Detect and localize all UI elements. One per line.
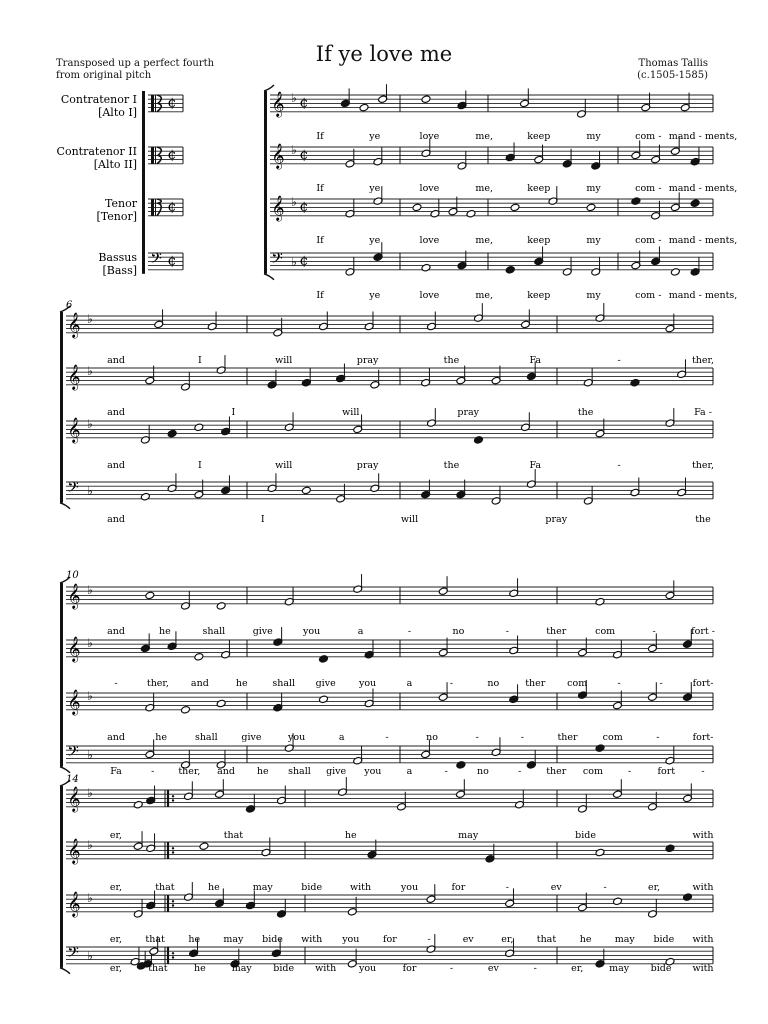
- lyric-syllable: com: [582, 766, 603, 777]
- staff-note: [456, 761, 466, 770]
- lyric-syllable: he: [188, 934, 201, 945]
- lyric-syllable: bide: [262, 934, 283, 945]
- lyric-syllable: ther,: [691, 460, 715, 471]
- lyric-syllable: with: [692, 830, 714, 841]
- lyric-syllable: Fa: [529, 460, 542, 471]
- staff-3: [66, 408, 714, 471]
- staff-note: [421, 95, 431, 104]
- lyric-syllable: -: [617, 355, 621, 366]
- staff-note: [194, 653, 204, 662]
- lyric-syllable: mand - ments,: [668, 183, 738, 194]
- lyric-syllable: keep: [527, 290, 551, 301]
- staff-note: [690, 199, 700, 208]
- piece-title: If ye love me: [315, 42, 453, 66]
- composer-name: Thomas Tallis: [638, 58, 708, 69]
- lyric-syllable: you: [400, 882, 419, 893]
- staff-note: [665, 844, 675, 853]
- prefatory-time-signature: ¢: [167, 147, 177, 163]
- staff-note: [140, 492, 150, 501]
- staff-note: [595, 597, 605, 606]
- lyric-syllable: com -: [635, 131, 662, 142]
- lyric-syllable: my: [586, 235, 601, 246]
- lyric-syllable: bide: [273, 963, 295, 974]
- prefatory-staff-c-clef-bar: [151, 95, 154, 112]
- lyric-syllable: Fa -: [694, 407, 712, 418]
- lyric-syllable: If: [316, 235, 324, 246]
- lyric-syllable: -: [520, 732, 524, 743]
- lyric-syllable: er,: [501, 934, 514, 945]
- key-signature-flat: ♭: [87, 364, 93, 378]
- time-signature: ¢: [299, 253, 309, 269]
- lyric-syllable: -: [385, 732, 389, 743]
- staff-3: [66, 680, 713, 743]
- staff-note: [181, 706, 191, 715]
- lyric-syllable: will: [275, 355, 293, 366]
- lyric-syllable: -: [659, 678, 663, 689]
- lyric-syllable: no: [487, 678, 500, 689]
- prefatory-time-signature: ¢: [167, 253, 177, 269]
- lyric-syllable: ther: [546, 766, 567, 777]
- lyric-syllable: -: [151, 766, 155, 777]
- voice-name: Contratenor I: [60, 93, 137, 106]
- lyric-syllable: fort: [657, 766, 676, 777]
- voice-name: Bassus: [98, 251, 137, 264]
- lyric-syllable: com -: [635, 183, 662, 194]
- staff-note: [466, 209, 476, 218]
- lyric-syllable: ev: [462, 934, 474, 945]
- lyric-syllable: you: [364, 766, 382, 777]
- staff-treble-clef: 𝄞: [271, 196, 285, 221]
- staff-treble-clef: 𝄞: [271, 144, 285, 169]
- lyric-syllable: keep: [527, 235, 551, 246]
- staff-note: [613, 897, 623, 906]
- staff-1: [270, 84, 737, 142]
- prefatory-time-signature: ¢: [167, 199, 177, 215]
- lyric-syllable: -: [505, 626, 509, 637]
- lyric-syllable: fort-: [692, 732, 714, 743]
- time-signature: ¢: [299, 199, 309, 215]
- lyric-syllable: may: [231, 963, 252, 974]
- system-bracket: [60, 583, 63, 767]
- lyric-syllable: -: [617, 678, 621, 689]
- lyric-syllable: ther: [557, 732, 578, 743]
- lyric-syllable: -: [628, 766, 632, 777]
- staff-note: [630, 378, 640, 387]
- key-signature-flat: ♭: [87, 949, 93, 963]
- staff-note: [216, 602, 226, 611]
- lyric-syllable: me,: [475, 131, 493, 142]
- staff-2: [66, 355, 713, 418]
- staff-note: [145, 591, 155, 600]
- lyric-syllable: er,: [109, 882, 123, 893]
- staff-4: [270, 242, 737, 301]
- lyric-syllable: a: [357, 626, 364, 637]
- key-signature-flat: ♭: [87, 786, 93, 800]
- lyric-syllable: pray: [457, 407, 480, 418]
- voice-range-label: [Tenor]: [96, 210, 137, 223]
- lyric-syllable: fort-: [692, 678, 714, 689]
- staff-1: [66, 303, 714, 366]
- lyric-syllable: I: [231, 407, 236, 418]
- voice-range-label: [Alto I]: [98, 106, 137, 119]
- prefatory-staff-c-clef-bar: [151, 147, 154, 164]
- lyric-syllable: -: [533, 963, 537, 974]
- lyric-syllable: he: [207, 882, 220, 893]
- lyric-syllable: for: [383, 934, 397, 945]
- lyric-syllable: may: [223, 934, 244, 945]
- lyric-syllable: shall: [194, 732, 218, 743]
- lyric-syllable: ye: [369, 131, 381, 142]
- lyric-syllable: will: [275, 460, 293, 471]
- lyric-syllable: and: [190, 678, 209, 689]
- lyric-syllable: give: [315, 678, 336, 689]
- staff-bass-clef: 𝄢: [67, 743, 79, 764]
- lyric-syllable: -: [701, 766, 705, 777]
- lyric-syllable: me,: [475, 290, 493, 301]
- staff-treble-clef: 𝄞: [67, 584, 81, 609]
- staff-note: [631, 197, 641, 206]
- lyric-syllable: -: [505, 882, 509, 893]
- staff-treble-clef: 𝄞: [67, 787, 81, 812]
- lyric-syllable: the: [577, 407, 594, 418]
- lyric-syllable: he: [159, 626, 171, 637]
- staff-note: [319, 695, 329, 704]
- voice-range-label: [Bass]: [102, 264, 137, 277]
- lyric-syllable: he: [193, 963, 206, 974]
- lyric-syllable: mand - ments,: [668, 131, 738, 142]
- staff-treble-clef: 𝄞: [67, 418, 81, 443]
- transposition-note-line-2: from original pitch: [56, 70, 152, 81]
- prefatory-staff-c-clef-bar: [151, 199, 154, 216]
- system-3: [60, 570, 715, 777]
- lyric-syllable: -: [449, 678, 454, 689]
- system-2: [60, 300, 714, 525]
- lyric-syllable: -: [449, 963, 454, 974]
- lyric-syllable: bide: [301, 882, 323, 893]
- staff-note: [194, 423, 204, 432]
- lyric-syllable: er,: [571, 963, 584, 974]
- lyric-syllable: er,: [109, 963, 123, 974]
- lyric-syllable: and: [107, 355, 125, 366]
- lyric-syllable: a: [406, 678, 413, 689]
- lyric-syllable: that: [536, 934, 557, 945]
- staff-note: [133, 800, 143, 809]
- lyric-syllable: mand - ments,: [668, 290, 738, 301]
- prefatory-staff-c-clef-thin: [155, 199, 156, 216]
- lyric-syllable: no: [476, 766, 489, 777]
- lyric-syllable: keep: [527, 131, 551, 142]
- lyric-syllable: ev: [487, 963, 499, 974]
- lyric-syllable: for: [402, 963, 417, 974]
- lyric-syllable: and: [107, 732, 125, 743]
- lyric-syllable: that: [223, 830, 244, 841]
- lyric-syllable: he: [235, 678, 248, 689]
- lyric-syllable: -: [656, 732, 660, 743]
- lyric-syllable: shall: [202, 626, 226, 637]
- transposition-note-line-1: Transposed up a perfect fourth: [56, 58, 215, 69]
- staff-treble-clef: 𝄞: [271, 92, 285, 117]
- key-signature-flat: ♭: [87, 312, 93, 326]
- lyric-syllable: er,: [109, 830, 123, 841]
- key-signature-flat: ♭: [87, 636, 93, 650]
- lyric-syllable: he: [344, 830, 357, 841]
- lyric-syllable: will: [342, 407, 360, 418]
- staff-note: [474, 436, 484, 445]
- key-signature-flat: ♭: [87, 484, 93, 498]
- lyric-syllable: com: [595, 626, 616, 637]
- lyric-syllable: pray: [356, 460, 379, 471]
- lyric-syllable: Fa: [529, 355, 542, 366]
- lyric-syllable: If: [316, 290, 324, 301]
- lyric-syllable: com -: [635, 290, 662, 301]
- staff-note: [683, 893, 693, 902]
- lyric-syllable: you: [342, 934, 360, 945]
- staff-treble-clef: 𝄞: [67, 313, 81, 338]
- lyric-syllable: ther: [525, 678, 546, 689]
- lyric-syllable: and: [107, 514, 125, 525]
- staff-note: [167, 429, 177, 438]
- staff-3: [270, 186, 737, 246]
- lyric-syllable: I: [197, 355, 202, 366]
- staff-note: [216, 699, 226, 708]
- key-signature-flat: ♭: [87, 689, 93, 703]
- lyric-syllable: ye: [369, 183, 381, 194]
- prefatory-staff-bass-clef: 𝄢: [150, 250, 162, 271]
- prefatory-staff-c-clef-thin: [155, 95, 156, 112]
- lyric-syllable: -: [617, 460, 621, 471]
- time-signature: ¢: [299, 147, 309, 163]
- lyric-syllable: -: [427, 934, 431, 945]
- repeat-dot: [172, 799, 174, 801]
- lyric-syllable: no: [426, 732, 438, 743]
- staff-note: [670, 268, 680, 277]
- lyric-syllable: and: [107, 460, 125, 471]
- measure-number: 14: [66, 774, 79, 785]
- repeat-dot: [172, 847, 174, 849]
- system-bracket: [264, 91, 267, 274]
- lyric-syllable: bide: [653, 934, 675, 945]
- staff-bass-clef: 𝄢: [67, 479, 79, 500]
- repeat-dot: [172, 900, 174, 902]
- lyric-syllable: with: [692, 934, 714, 945]
- staff-note: [595, 848, 605, 857]
- repeat-dot: [172, 904, 174, 906]
- lyric-syllable: com -: [635, 235, 662, 246]
- lyric-syllable: with: [301, 934, 323, 945]
- lyric-syllable: ther,: [178, 766, 201, 777]
- lyric-syllable: com: [602, 732, 623, 743]
- lyric-syllable: -: [475, 732, 479, 743]
- staff-note: [595, 744, 605, 753]
- measure-number: 6: [66, 300, 73, 311]
- lyric-syllable: -: [517, 766, 522, 777]
- lyric-syllable: er,: [109, 934, 123, 945]
- key-signature-flat: ♭: [291, 195, 297, 209]
- lyric-syllable: -: [444, 766, 448, 777]
- lyric-syllable: -: [407, 626, 412, 637]
- staff-note: [412, 203, 422, 212]
- key-signature-flat: ♭: [87, 583, 93, 597]
- system-bracket: [60, 786, 63, 968]
- lyric-syllable: my: [586, 183, 601, 194]
- repeat-dot: [172, 795, 174, 797]
- key-signature-flat: ♭: [291, 143, 297, 157]
- key-signature-flat: ♭: [87, 417, 93, 431]
- lyric-syllable: If: [316, 183, 324, 194]
- system-bracket: [60, 312, 63, 503]
- lyric-syllable: my: [586, 290, 601, 301]
- lyric-syllable: give: [326, 766, 347, 777]
- lyric-syllable: bide: [650, 963, 672, 974]
- lyric-syllable: you: [358, 678, 377, 689]
- lyric-syllable: you: [358, 963, 377, 974]
- lyric-syllable: the: [443, 355, 460, 366]
- key-signature-flat: ♭: [291, 91, 297, 105]
- prefatory-staves: [57, 91, 183, 277]
- lyric-syllable: -: [114, 678, 118, 689]
- lyric-syllable: my: [586, 131, 601, 142]
- staff-treble-clef: 𝄞: [67, 365, 81, 390]
- staff-bass-clef: 𝄢: [271, 250, 283, 271]
- lyric-syllable: pray: [356, 355, 379, 366]
- lyric-syllable: -: [652, 626, 656, 637]
- lyric-syllable: a: [338, 732, 345, 743]
- prefatory-time-signature: ¢: [167, 95, 177, 111]
- system-4: [60, 774, 714, 974]
- system-1: [264, 84, 737, 301]
- lyric-syllable: he: [256, 766, 269, 777]
- staff-treble-clef: 𝄞: [67, 839, 81, 864]
- lyric-syllable: with: [315, 963, 337, 974]
- staff-treble-clef: 𝄞: [67, 637, 81, 662]
- lyric-syllable: pray: [545, 514, 568, 525]
- lyric-syllable: love: [419, 131, 440, 142]
- lyric-syllable: a: [406, 766, 413, 777]
- lyric-syllable: love: [419, 290, 440, 301]
- lyric-syllable: will: [400, 514, 419, 525]
- key-signature-flat: ♭: [87, 748, 93, 762]
- lyric-syllable: you: [303, 626, 321, 637]
- lyric-syllable: that: [148, 963, 168, 974]
- lyric-syllable: for: [451, 882, 466, 893]
- lyric-syllable: that: [155, 882, 175, 893]
- lyric-syllable: and: [217, 766, 235, 777]
- lyric-syllable: with: [350, 882, 372, 893]
- repeat-dot: [172, 851, 174, 853]
- lyric-syllable: may: [609, 963, 630, 974]
- repeat-dot: [172, 956, 174, 958]
- staff-note: [199, 842, 209, 851]
- lyric-syllable: bide: [575, 830, 597, 841]
- lyric-syllable: ye: [369, 290, 381, 301]
- staff-note: [505, 266, 515, 275]
- lyric-syllable: may: [614, 934, 635, 945]
- lyric-syllable: with: [692, 963, 714, 974]
- lyric-syllable: with: [692, 882, 714, 893]
- lyric-syllable: shall: [288, 766, 311, 777]
- staff-bass-clef: 𝄢: [67, 944, 79, 965]
- repeat-dot: [172, 952, 174, 954]
- key-signature-flat: ♭: [87, 838, 93, 852]
- voice-range-label: [Alto II]: [93, 158, 137, 171]
- lyric-syllable: me,: [475, 183, 493, 194]
- composer-dates: (c.1505-1585): [637, 70, 708, 81]
- lyric-syllable: the: [443, 460, 460, 471]
- lyric-syllable: love: [419, 183, 440, 194]
- lyric-syllable: may: [458, 830, 479, 841]
- staff-note: [510, 203, 520, 212]
- lyric-syllable: ther,: [691, 355, 715, 366]
- lyric-syllable: fort -: [691, 626, 715, 637]
- lyric-syllable: Fa: [110, 766, 122, 777]
- key-signature-flat: ♭: [87, 891, 93, 905]
- staff-2: [66, 831, 714, 893]
- lyric-syllable: love: [419, 235, 440, 246]
- key-signature-flat: ♭: [291, 255, 297, 269]
- prefatory-bracket: [142, 91, 145, 274]
- staff-note: [301, 486, 311, 495]
- prefatory-staff-c-clef-thin: [155, 147, 156, 164]
- staff-note: [421, 263, 431, 272]
- time-signature: ¢: [299, 95, 309, 111]
- lyric-syllable: ther,: [146, 678, 169, 689]
- lyric-syllable: I: [197, 460, 202, 471]
- lyric-syllable: and: [107, 626, 125, 637]
- staff-note: [319, 655, 329, 664]
- staff-treble-clef: 𝄞: [67, 690, 81, 715]
- staff-treble-clef: 𝄞: [67, 892, 81, 917]
- lyric-syllable: ye: [369, 235, 381, 246]
- lyric-syllable: If: [316, 131, 324, 142]
- lyric-syllable: shall: [272, 678, 296, 689]
- lyric-syllable: ev: [550, 882, 562, 893]
- staff-1: [66, 777, 714, 841]
- lyric-syllable: he: [155, 732, 168, 743]
- staff-4: [66, 469, 713, 525]
- lyric-syllable: ther: [546, 626, 567, 637]
- lyric-syllable: give: [241, 732, 262, 743]
- lyric-syllable: the: [695, 514, 711, 525]
- lyric-syllable: keep: [527, 183, 551, 194]
- measure-number: 10: [66, 570, 79, 581]
- lyric-syllable: -: [603, 882, 607, 893]
- lyric-syllable: you: [288, 732, 306, 743]
- staff-2: [270, 136, 737, 194]
- lyric-syllable: mand - ments,: [668, 235, 738, 246]
- staff-1: [66, 574, 715, 637]
- lyric-syllable: and: [107, 407, 125, 418]
- staff-note: [359, 103, 369, 112]
- lyric-syllable: give: [252, 626, 273, 637]
- lyric-syllable: he: [579, 934, 592, 945]
- voice-name: Tenor: [105, 197, 137, 210]
- lyric-syllable: no: [452, 626, 465, 637]
- voice-name: Contratenor II: [56, 145, 137, 158]
- lyric-syllable: I: [260, 514, 265, 525]
- lyric-syllable: may: [252, 882, 273, 893]
- lyric-syllable: me,: [475, 235, 493, 246]
- lyric-syllable: that: [145, 934, 165, 945]
- staff-note: [586, 203, 596, 212]
- lyric-syllable: com: [567, 678, 588, 689]
- lyric-syllable: er,: [648, 882, 661, 893]
